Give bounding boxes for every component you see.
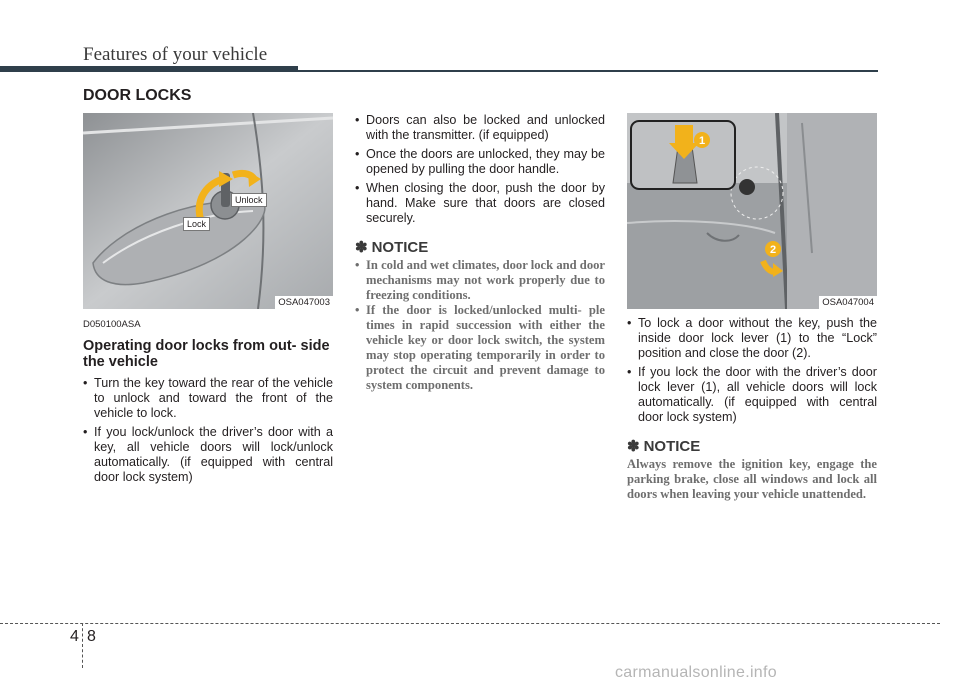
- chapter-number: 4: [70, 628, 79, 645]
- watermark: carmanualsonline.info: [615, 664, 777, 681]
- column-left: [83, 317, 333, 489]
- door-lever-illustration: [627, 113, 877, 309]
- list-item: • In cold and wet climates, door lock and door mechanisms may not work properly due to freezing conditions.: [355, 258, 605, 303]
- figure-door-key-lock: [83, 113, 333, 309]
- figure-inside-lock-lever: [627, 113, 877, 309]
- column-right: [627, 316, 877, 502]
- header-rule-thin: [298, 70, 878, 72]
- header-rule-thick: [0, 66, 298, 72]
- list-item: • When closing the door, push the door by hand. Make sure that doors are closed securely.: [355, 181, 605, 226]
- page-number: 8: [87, 628, 96, 645]
- label-unlock: Unlock: [231, 193, 267, 207]
- door-key-illustration: [83, 113, 333, 309]
- marker-1: 1: [698, 135, 706, 147]
- section-code: D050100ASA: [83, 319, 141, 330]
- notice-heading-col3: [627, 439, 877, 454]
- bullet-list-col2: [355, 113, 605, 226]
- bullet-list-col3: [627, 316, 877, 425]
- figure-code-right: OSA047004: [819, 296, 877, 309]
- marker-2: 2: [769, 244, 777, 256]
- list-item: • If the door is locked/unlocked multi- ple times in rapid succession with either the vehicle key or door lock switch, the system may stop operating temporarily in order to protect the circuit and prevent damage to system components.: [355, 303, 605, 393]
- list-item: • Once the doors are unlocked, they may be opened by pulling the door handle.: [355, 147, 605, 177]
- bullet-list-col1: [83, 376, 333, 485]
- notice-title: NOTICE: [371, 239, 429, 256]
- page-number-divider: [82, 623, 83, 668]
- figure-code-left: OSA047003: [275, 296, 333, 309]
- page-header-title: Features of your vehicle: [83, 44, 268, 65]
- section-title: DOOR LOCKS: [83, 87, 192, 104]
- footer-divider: [0, 623, 940, 624]
- notice-text-col3: Always remove the ignition key, engage the parking brake, close all windows and lock all doors when leaving your vehicle unattended.: [627, 457, 877, 501]
- list-item: • Doors can also be locked and unlocked with the transmitter. (if equipped): [355, 113, 605, 143]
- subheading-outside-locks: Operating door locks from out- side the vehicle: [83, 338, 330, 370]
- label-lock: Lock: [183, 217, 210, 231]
- notice-list-col2: [355, 258, 605, 393]
- list-item: • If you lock the door with the driver’s door lock lever (1), all vehicle doors will lock automatically. (if equipped with central door lock system): [627, 365, 877, 425]
- notice-title: NOTICE: [643, 438, 701, 455]
- list-item: • If you lock/unlock the driver’s door with a key, all vehicle doors will lock/unlock automatically. (if equipped with central door lock system): [83, 425, 333, 485]
- list-item: • To lock a door without the key, push the inside door lock lever (1) to the “Lock” position and close the door (2).: [627, 316, 877, 361]
- list-item: • Turn the key toward the rear of the vehicle to unlock and toward the front of the vehicle to lock.: [83, 376, 333, 421]
- column-middle: [355, 113, 605, 393]
- notice-heading-col2: [355, 240, 605, 255]
- notice-star-icon: ✽: [627, 438, 640, 455]
- notice-star-icon: ✽: [355, 239, 368, 256]
